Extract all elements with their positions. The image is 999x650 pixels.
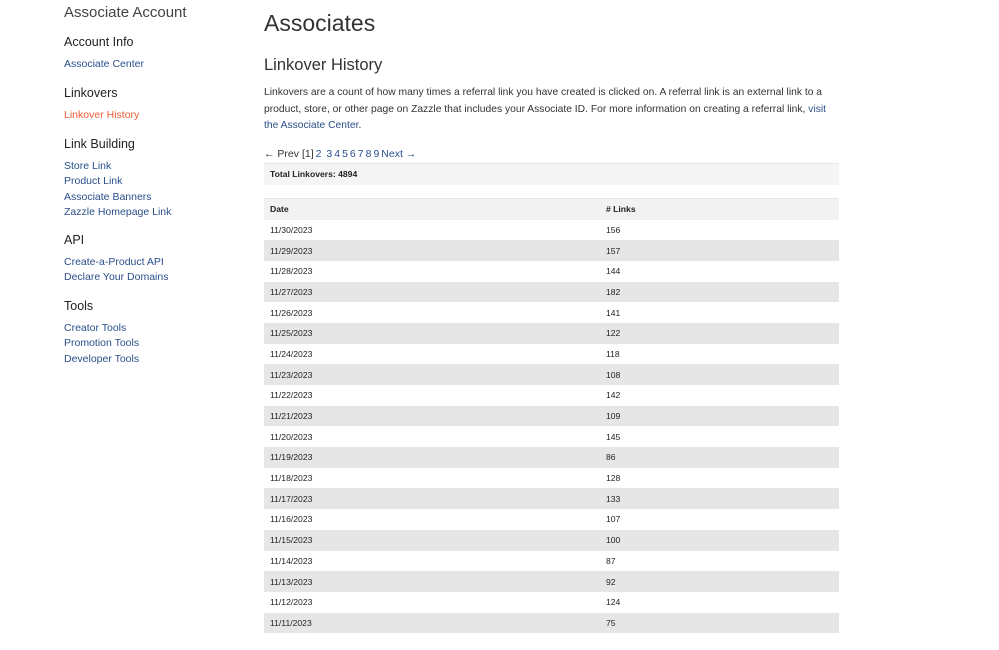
cell-links: 86 xyxy=(600,447,839,468)
table-row xyxy=(264,530,839,551)
table-row xyxy=(264,323,839,344)
cell-date: 11/24/2023 xyxy=(270,348,313,359)
table-row xyxy=(264,613,839,634)
table-row xyxy=(264,220,839,241)
cell-date: 11/18/2023 xyxy=(270,473,313,484)
cell-date: 11/21/2023 xyxy=(264,406,600,427)
sidebar-item-create-a-product-api[interactable]: Create-a-Product API xyxy=(64,256,164,268)
sidebar-item-zazzle-homepage-link[interactable]: Zazzle Homepage Link xyxy=(64,205,172,218)
sidebar-item-linkover-history[interactable]: Linkover History xyxy=(64,109,140,121)
page-link-9[interactable]: 9 xyxy=(373,147,380,160)
cell-date: 11/19/2023 xyxy=(264,447,600,468)
sidebar-heading: API xyxy=(64,233,85,247)
section-title: Linkover History xyxy=(264,56,383,74)
cell-date: 11/22/2023 xyxy=(270,390,313,401)
page-link-7[interactable]: 7 xyxy=(357,147,364,160)
page-link-4[interactable]: 4 xyxy=(334,147,341,160)
cell-date: 11/17/2023 xyxy=(264,488,600,509)
cell-date: 11/26/2023 xyxy=(270,307,313,318)
table-row xyxy=(264,509,839,530)
column-header-date: Date xyxy=(264,198,600,220)
sidebar-item-declare-your-domains[interactable]: Declare Your Domains xyxy=(64,271,169,284)
page-link-8[interactable]: 8 xyxy=(365,147,372,160)
sidebar-item-associate-banners[interactable]: Associate Banners xyxy=(64,190,152,203)
table-row xyxy=(264,282,839,303)
table-row xyxy=(264,261,839,282)
cell-links: 107 xyxy=(606,514,621,525)
cell-links: 128 xyxy=(606,473,621,484)
cell-links: 124 xyxy=(606,597,621,608)
cell-date: 11/28/2023 xyxy=(270,266,313,277)
table-row xyxy=(264,488,839,509)
sidebar-item-associate-center[interactable]: Associate Center xyxy=(64,58,144,70)
sidebar-title: Associate Account xyxy=(64,4,187,21)
table-body xyxy=(264,220,839,634)
cell-date: 11/20/2023 xyxy=(270,431,313,442)
cell-date: 11/14/2023 xyxy=(270,555,313,566)
sidebar-section-link-building xyxy=(64,137,171,234)
cell-date: 11/30/2023 xyxy=(270,224,313,235)
cell-date: 11/27/2023 xyxy=(264,282,600,303)
sidebar-item-product-link[interactable]: Product Link xyxy=(64,175,123,188)
cell-links: 141 xyxy=(606,307,621,318)
page-title: Associates xyxy=(264,10,376,36)
table-row xyxy=(264,385,839,406)
total-linkovers: Total Linkovers: 4894 xyxy=(264,163,839,185)
sidebar-item-developer-tools[interactable]: Developer Tools xyxy=(64,352,140,365)
table-header-row xyxy=(264,198,839,220)
sidebar-section-linkovers xyxy=(64,86,139,137)
current-page: [1] xyxy=(301,147,314,160)
cell-links: 118 xyxy=(606,348,620,359)
cell-links: 108 xyxy=(600,364,839,385)
cell-links: 100 xyxy=(600,530,839,551)
sidebar-heading: Tools xyxy=(64,299,94,313)
page-link-3[interactable]: 3 xyxy=(326,147,333,160)
sidebar-section-api xyxy=(64,233,168,300)
table-row xyxy=(264,240,839,261)
sidebar-item-creator-tools[interactable]: Creator Tools xyxy=(64,322,127,334)
table-row xyxy=(264,344,839,365)
cell-date: 11/29/2023 xyxy=(264,240,600,261)
cell-links: 142 xyxy=(606,390,621,401)
page-link-5[interactable]: 5 xyxy=(342,147,348,160)
table-row xyxy=(264,592,839,613)
page-link-2[interactable]: 2 xyxy=(315,147,322,160)
cell-date: 11/23/2023 xyxy=(264,364,600,385)
cell-date: 11/13/2023 xyxy=(264,571,600,592)
associate-center-link[interactable]: visit the Associate Center xyxy=(264,103,827,131)
description-text: Linkovers are a count of how many times a referral link you have created is clicked on. A referral link is an external link to a product, store, or other page on Zazzle that includes your Associate ID. For more information on creating a referral link, xyxy=(264,87,823,115)
next-link[interactable]: Next → xyxy=(381,147,417,160)
sidebar-heading: Link Building xyxy=(64,137,135,151)
cell-date: 11/16/2023 xyxy=(270,514,313,525)
sidebar-item-promotion-tools[interactable]: Promotion Tools xyxy=(64,337,140,350)
table-row xyxy=(264,447,839,468)
cell-links: 109 xyxy=(600,406,839,427)
cell-links: 87 xyxy=(606,555,616,566)
sidebar-section-account-info xyxy=(64,35,144,86)
cell-links: 145 xyxy=(606,431,621,442)
prev-link: ← Prev xyxy=(264,147,300,160)
table-row xyxy=(264,551,839,572)
cell-links: 182 xyxy=(600,282,839,303)
table-row xyxy=(264,468,839,489)
sidebar xyxy=(64,4,244,365)
cell-links: 156 xyxy=(606,224,621,235)
cell-links: 122 xyxy=(600,323,839,344)
sidebar-heading: Linkovers xyxy=(64,86,118,100)
table-row xyxy=(264,571,839,592)
sidebar-section-tools xyxy=(64,299,139,381)
table-row xyxy=(264,302,839,323)
linkover-table xyxy=(264,198,839,634)
cell-links: 133 xyxy=(600,488,839,509)
sidebar-item-store-link[interactable]: Store Link xyxy=(64,160,112,172)
sidebar-heading: Account Info xyxy=(64,35,134,49)
page-link-6[interactable]: 6 xyxy=(349,147,356,160)
main-content xyxy=(264,8,839,633)
table-row xyxy=(264,406,839,427)
description xyxy=(264,85,834,135)
table-row xyxy=(264,364,839,385)
description-end: . xyxy=(358,120,362,131)
pagination xyxy=(264,147,839,161)
cell-links: 157 xyxy=(600,240,839,261)
cell-date: 11/25/2023 xyxy=(264,323,600,344)
cell-date: 11/12/2023 xyxy=(270,597,313,608)
table-row xyxy=(264,426,839,447)
cell-date: 11/11/2023 xyxy=(264,613,600,634)
cell-date: 11/15/2023 xyxy=(264,530,600,551)
cell-links: 144 xyxy=(606,266,621,277)
column-header-links: # Links xyxy=(600,198,839,220)
cell-links: 92 xyxy=(600,571,839,592)
cell-links: 75 xyxy=(600,613,839,634)
